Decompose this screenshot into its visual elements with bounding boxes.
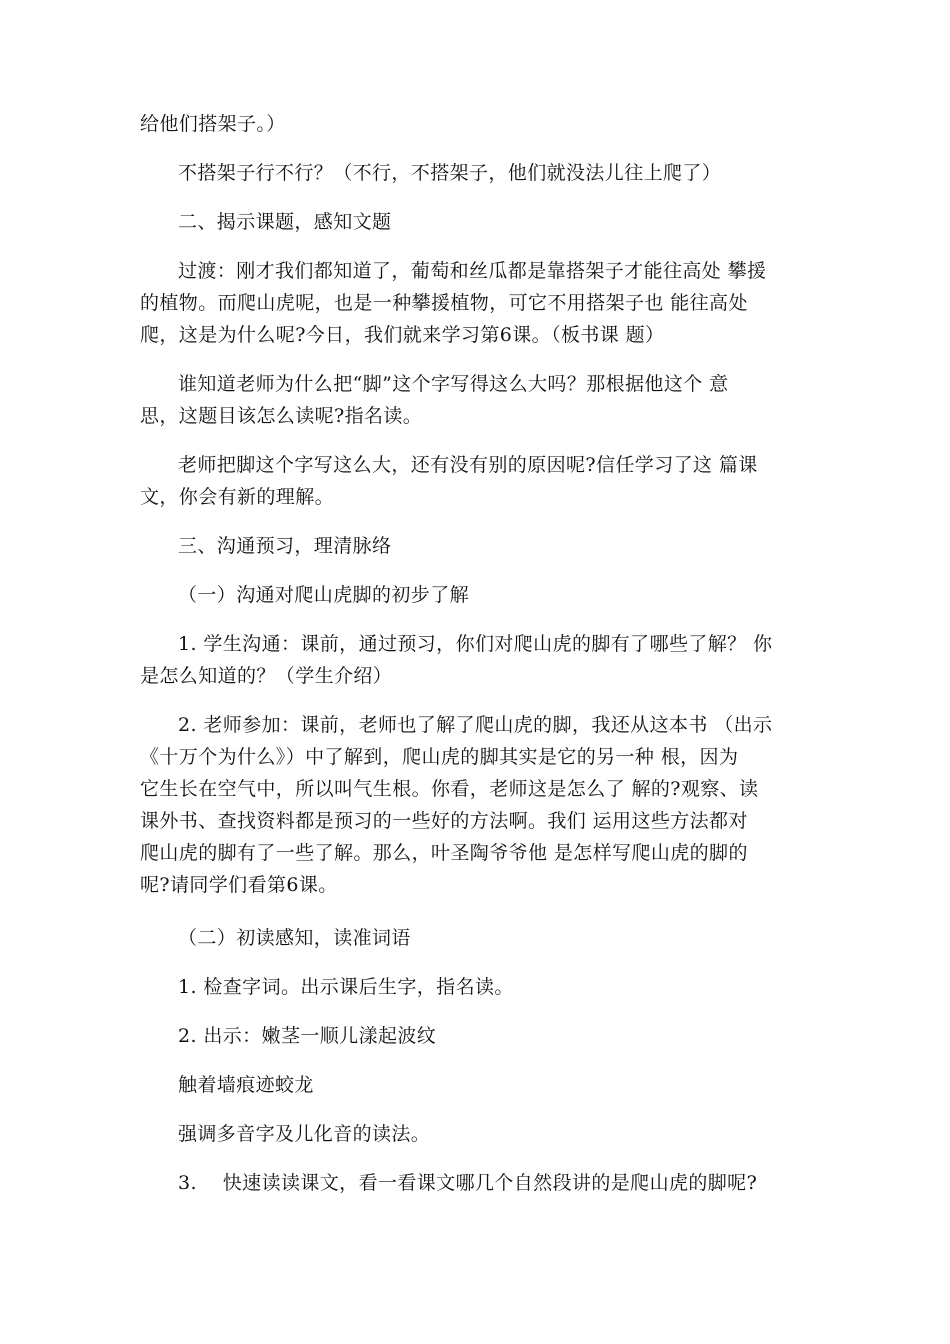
text-line: 3. 快速读读课文，看一看课文哪几个自然段讲的是爬山虎的脚呢? [178, 1172, 758, 1194]
section-heading: 二、揭示课题，感知文题 [178, 211, 392, 233]
text-line: 给他们搭架子。） [140, 113, 286, 135]
subsection-heading: （一）沟通对爬山虎脚的初步了解 [178, 584, 470, 606]
text-line: 的植物。而爬山虎呢，也是一种攀援植物，可它不用搭架子也 能往高处 [140, 292, 748, 314]
text-line: 2. 出示：嫩茎一顺儿漾起波纹 [178, 1025, 437, 1047]
text-line: 强调多音字及儿化音的读法。 [178, 1123, 431, 1145]
text-line: 2. 老师参加：课前，老师也了解了爬山虎的脚，我还从这本书 （出示 [178, 714, 773, 736]
text-line: 文，你会有新的理解。 [140, 486, 335, 508]
text-line: 思，这题目该怎么读呢?指名读。 [140, 405, 423, 427]
text-line: 课外书、查找资料都是预习的一些好的方法啊。我们 运用这些方法都对 [140, 810, 748, 832]
text-line: 呢?请同学们看第6课。 [140, 874, 338, 896]
text-line: 是怎么知道的？（学生介绍） [140, 665, 393, 687]
text-line: 触着墙痕迹蛟龙 [178, 1074, 314, 1096]
text-line: 1. 学生沟通：课前，通过预习，你们对爬山虎的脚有了哪些了解？ 你 [178, 633, 773, 655]
text-line: 不搭架子行不行？（不行，不搭架子，他们就没法儿往上爬了） [178, 162, 722, 184]
subsection-heading: （二）初读感知，读准词语 [178, 927, 411, 949]
text-line: 谁知道老师为什么把“脚”这个字写得这么大吗？那根据他这个 意 [178, 373, 729, 395]
text-line: 爬山虎的脚有了一些了解。那么，叶圣陶爷爷他 是怎样写爬山虎的脚的 [140, 842, 748, 864]
text-line: 爬，这是为什么呢?今日，我们就来学习第6课。（板书课 题） [140, 324, 665, 346]
text-line: 它生长在空气中，所以叫气生根。你看，老师这是怎么了 解的?观察、读 [140, 778, 759, 800]
text-line: 《十万个为什么》）中了解到，爬山虎的脚其实是它的另一种 根，因为 [140, 746, 739, 768]
section-heading: 三、沟通预习，理清脉络 [178, 535, 392, 557]
text-line: 老师把脚这个字写这么大，还有没有别的原因呢?信任学习了这 篇课 [178, 454, 758, 476]
text-line: 过渡：刚才我们都知道了，葡萄和丝瓜都是靠搭架子才能往高处 攀援 [178, 260, 767, 282]
text-line: 1. 检查字词。出示课后生字，指名读。 [178, 976, 514, 998]
